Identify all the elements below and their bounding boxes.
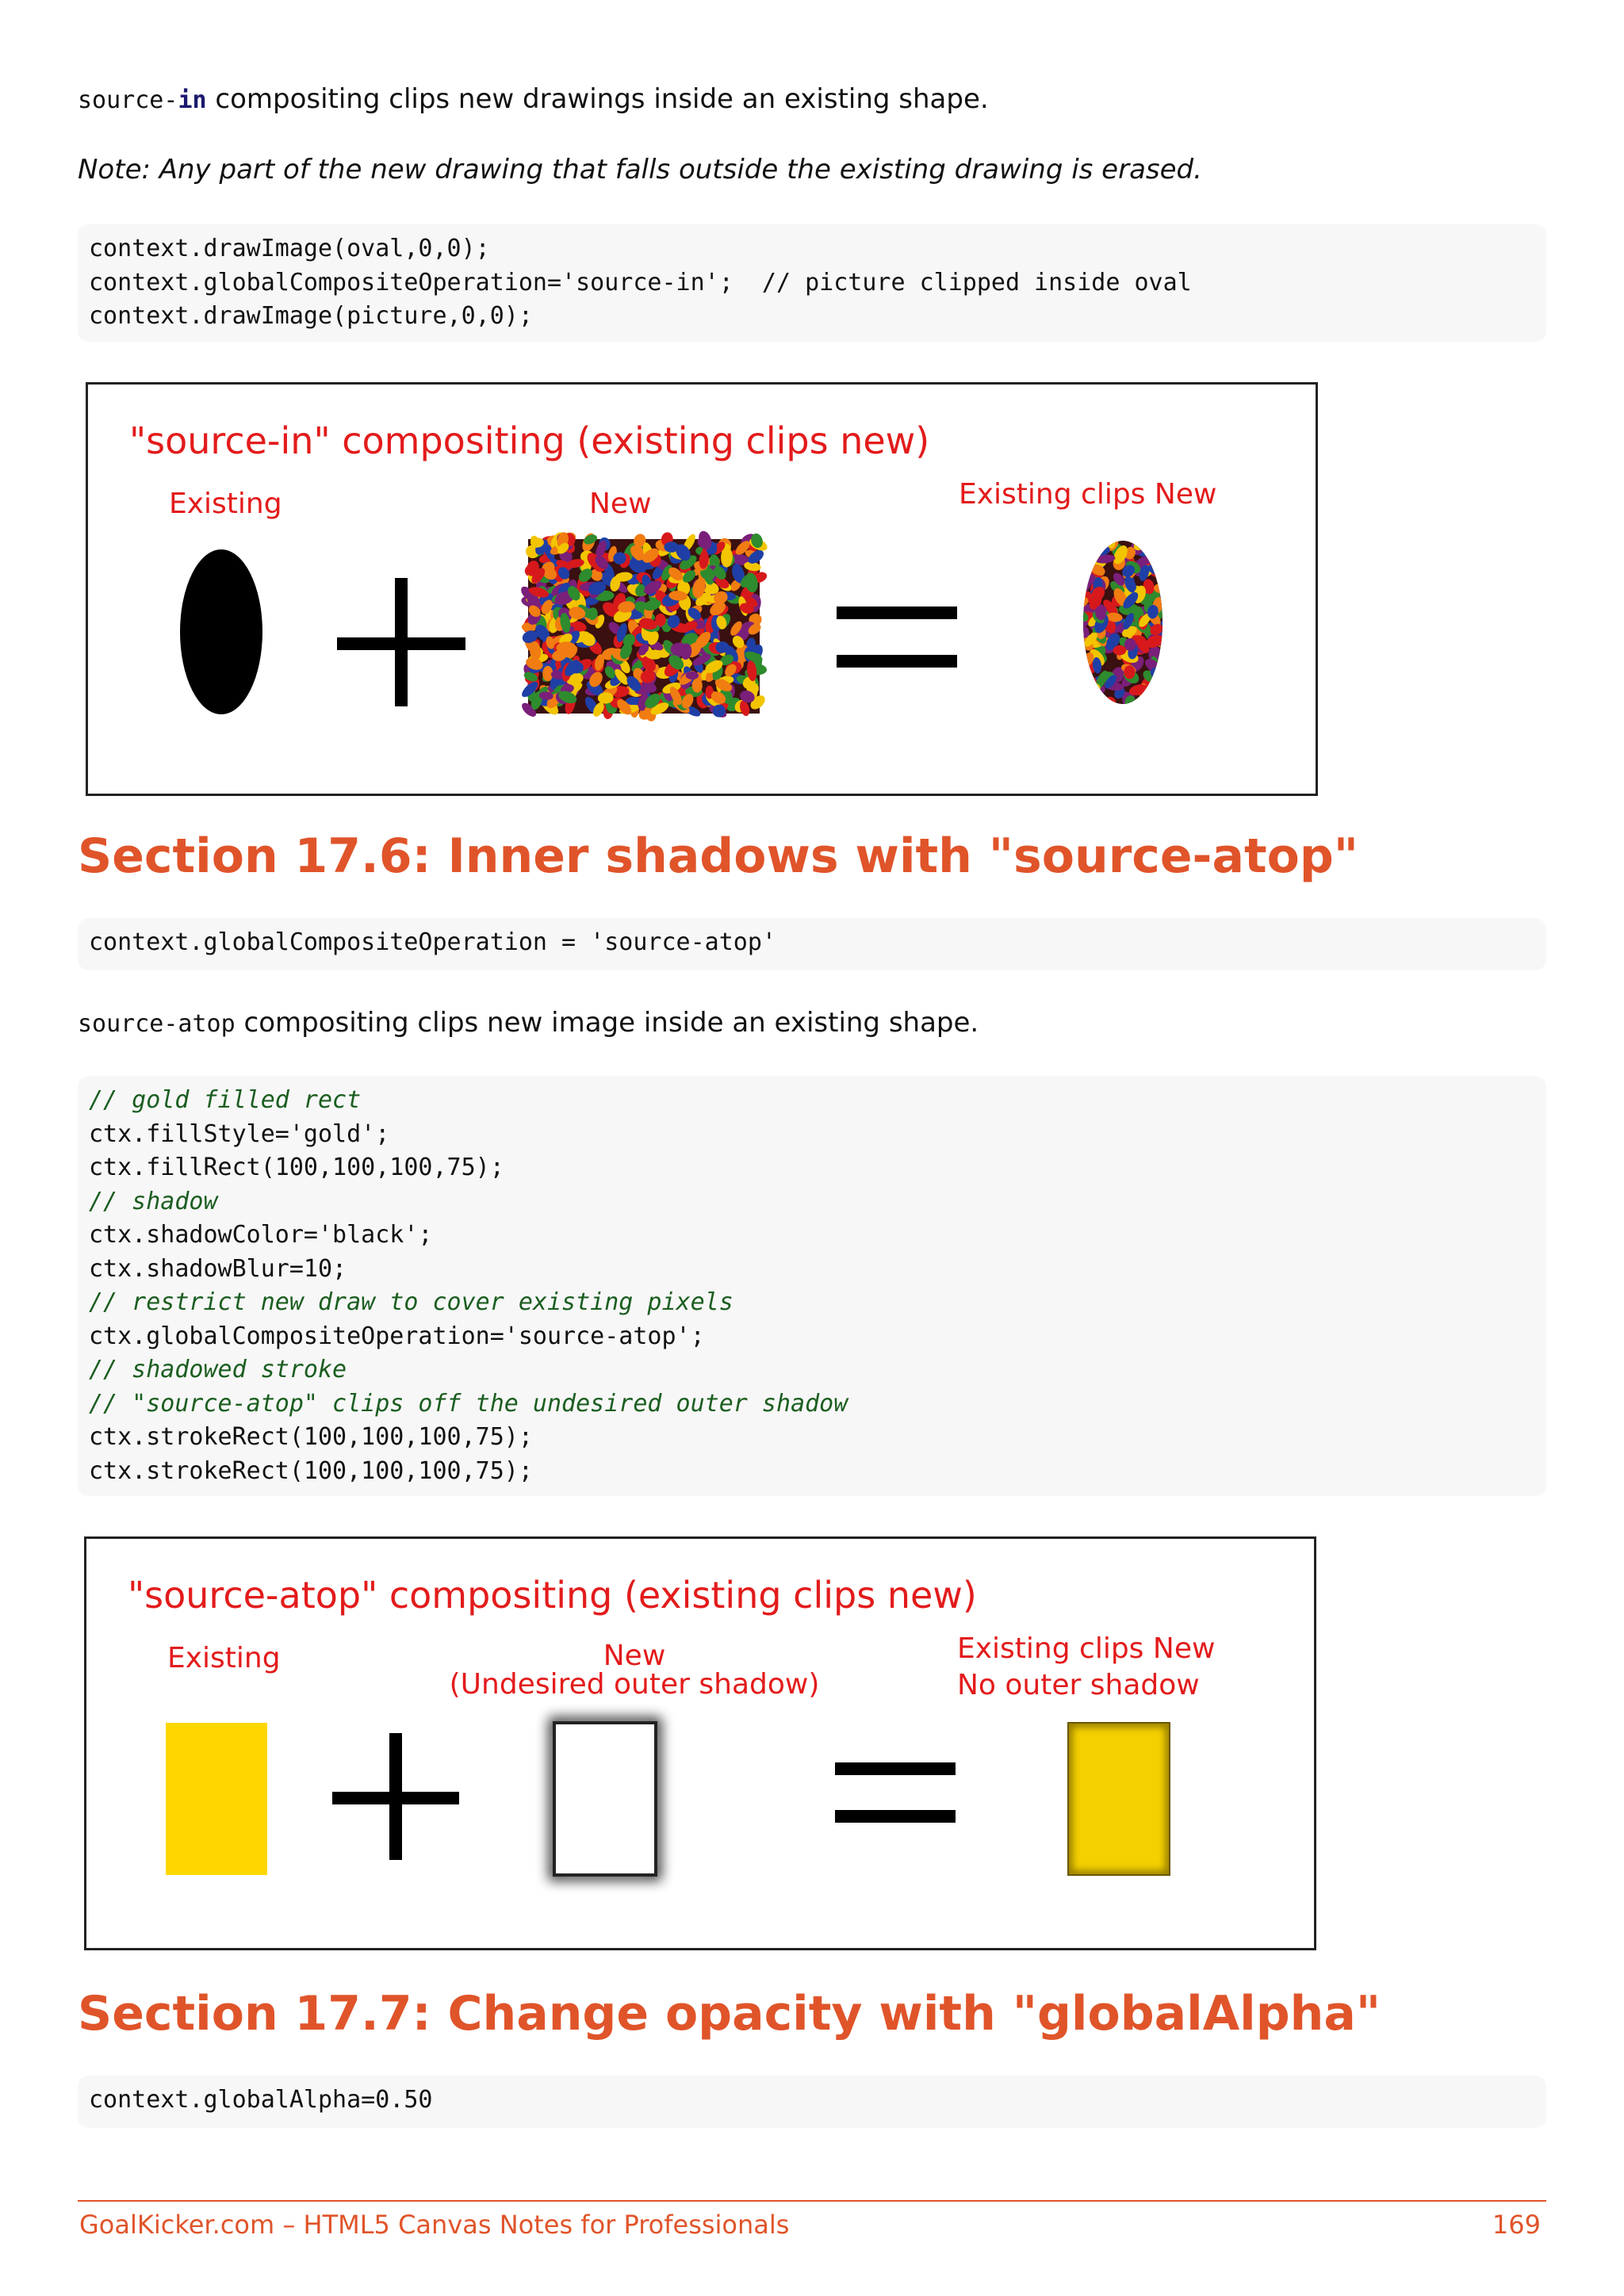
jellybean-picture [519,530,769,723]
section-heading-17-6: Section 17.6: Inner shadows with "source-atop" [78,828,1359,884]
label-result: Existing clips New [959,478,1217,511]
gold-rect-existing [166,1723,267,1875]
code1-line-3: context.drawImage(picture,0,0); [89,302,533,330]
figure-title: "source-atop" compositing (existing clips new) [128,1574,977,1617]
code1-line-2: context.globalCompositeOperation='source-in'; // picture clipped inside oval [89,268,1192,297]
code-block-source-in [78,224,1546,342]
equals-sign [835,1762,956,1823]
footer-divider [78,2200,1546,2202]
code3-line: // "source-atop" clips off the undesired outer shadow [89,1389,848,1418]
code-term-keyword: in [178,86,207,114]
code4-line-1: context.globalAlpha=0.50 [89,2086,433,2114]
code3-line: ctx.globalCompositeOperation='source-atop'; [89,1322,705,1350]
oval-existing-shape [180,549,262,714]
shadowed-stroke-new [554,1723,656,1875]
label-result-line-1: Existing clips New [957,1632,1216,1665]
label-new-line-2: (Undesired outer shadow) [449,1668,820,1701]
figure1-graphic [88,385,1316,794]
code3-line: ctx.shadowColor='black'; [89,1221,433,1249]
plus-sign [337,578,465,706]
code-block-source-atop-setting [78,918,1546,970]
plus-sign [332,1733,459,1860]
code3-line: ctx.strokeRect(100,100,100,75); [89,1423,533,1451]
code3-line: ctx.fillStyle='gold'; [89,1119,390,1148]
label-result-line-2: No outer shadow [957,1669,1200,1701]
label-existing: Existing [169,488,282,520]
code3-line: // shadow [89,1187,218,1215]
source-atop-text: compositing clips new image inside an existing shape. [235,1007,979,1039]
code3-line: // shadowed stroke [89,1356,347,1383]
figure-source-atop [84,1536,1316,1950]
source-atop-paragraph [78,1005,979,1042]
footer-site-title[interactable]: GoalKicker.com – HTML5 Canvas Notes for Professionals [79,2210,790,2240]
intro-text: compositing clips new drawings inside an existing shape. [206,83,989,115]
figure-title: "source-in" compositing (existing clips new) [129,419,930,462]
intro-paragraph [78,82,989,118]
code3-line: ctx.fillRect(100,100,100,75); [89,1154,504,1181]
footer-page-number: 169 [1492,2210,1541,2240]
note-paragraph: Note: Any part of the new drawing that falls outside the existing drawing is erased. [78,154,1202,186]
label-new-line-1: New [603,1640,666,1672]
code3-line: // restrict new draw to cover existing pixels [89,1288,733,1316]
code-block-inner-shadow [78,1076,1546,1496]
gold-rect-result [1068,1723,1170,1875]
section-heading-17-7: Section 17.7: Change opacity with "globalAlpha" [78,1986,1381,2042]
code3-line: // gold filled rect [89,1086,362,1114]
code-block-global-alpha [78,2076,1546,2128]
label-new: New [589,488,652,520]
label-existing: Existing [167,1642,281,1674]
equals-sign [837,607,957,668]
code1-line-1: context.drawImage(oval,0,0); [89,235,490,262]
code3-line: ctx.shadowBlur=10; [89,1254,347,1283]
code-line [89,235,490,262]
code3-line: ctx.strokeRect(100,100,100,75); [89,1456,533,1485]
figure2-graphic [86,1539,1314,1948]
clipped-oval-result [1071,529,1178,715]
code2-line-1: context.globalCompositeOperation = 'source-atop' [89,928,776,956]
code-term-source-atop: source-atop [78,1010,236,1038]
figure-source-in [86,382,1318,796]
intro-code-term [78,86,207,114]
code-term-prefix: source- [78,86,178,114]
